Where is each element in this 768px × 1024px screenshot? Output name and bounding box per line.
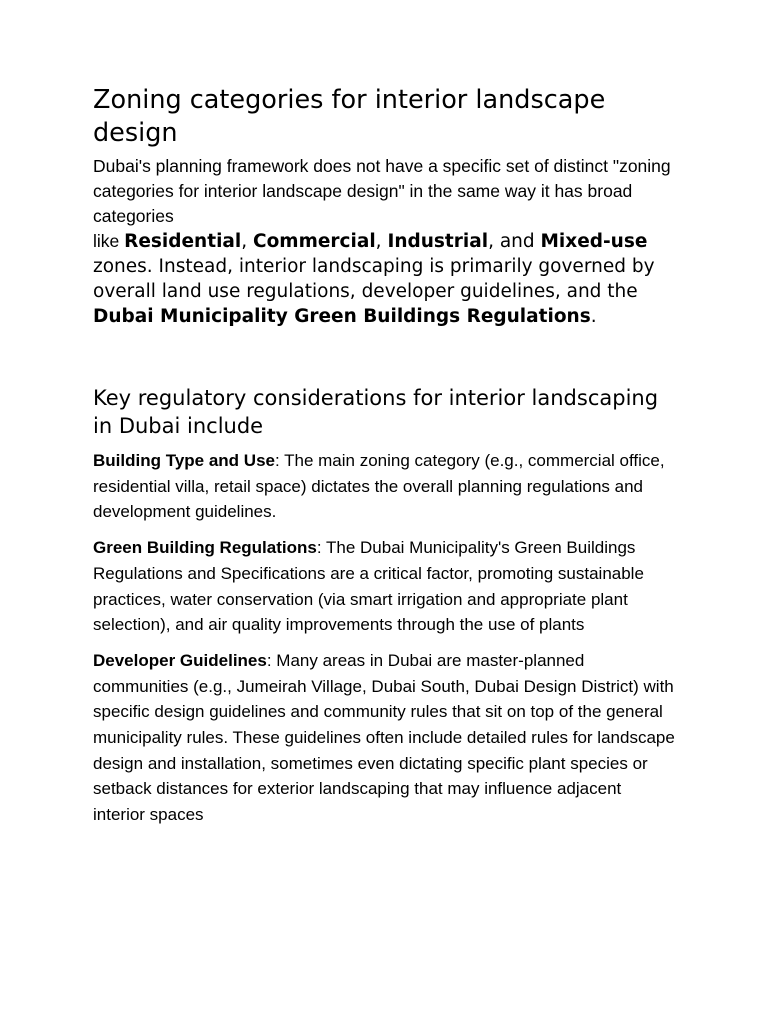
consideration-term: Building Type and Use [93,451,275,470]
intro-comma-2: , [375,231,388,252]
category-mixed-use: Mixed-use [540,231,648,252]
consideration-text: : Many areas in Dubai are master-planned communities (e.g., Jumeirah Village, Dubai South, Dubai Design District) with specific design guidelines and community rules that sit on top of the general municipality rules. These guidelines often include detailed rules for landscape design and installation, sometimes even dictating specific plant species or setback distances for exterior landscaping that may influence adjacent interior spaces [93,650,675,825]
consideration-term: Green Building Regulations [93,538,317,558]
intro-paragraph-sentence: Dubai's planning framework does not have a specific set of distinct "zoning categories for interior landscape design" in the same way it has broad categories [93,156,671,226]
document-title: Zoning categories for interior landscape design [93,85,606,148]
section-heading: Key regulatory considerations for interior landscaping in Dubai include [93,386,659,438]
intro-and-text: , and [488,231,541,252]
intro-comma-1: , [241,231,254,252]
intro-period: . [590,306,597,327]
intro-zones-text: zones. Instead, interior landscaping is primarily governed by overall land use regulations, developer guidelines, and the [93,256,655,302]
document-page [93,84,677,838]
regulation-name: Dubai Municipality Green Buildings Regulations [93,306,591,327]
consideration-text: : The main zoning category (e.g., commercial office, residential villa, retail space) dictates the overall planning regulations and development guidelines. [93,451,665,522]
consideration-item [93,648,677,828]
consideration-text: : The Dubai Municipality's Green Buildings Regulations and Specifications are a critical factor, promoting sustainable practices, water conservation (via smart irrigation and appropriate plant selection), and air quality improvements through the use of plants [93,538,644,635]
consideration-term: Developer Guidelines [93,650,267,670]
category-industrial: Industrial [387,231,489,252]
category-residential: Residential [124,231,242,252]
intro-like-text: like [93,231,125,251]
intro-paragraph-categories [93,229,677,329]
category-commercial: Commercial [253,231,376,252]
consideration-item [93,448,677,525]
consideration-item [93,535,677,638]
